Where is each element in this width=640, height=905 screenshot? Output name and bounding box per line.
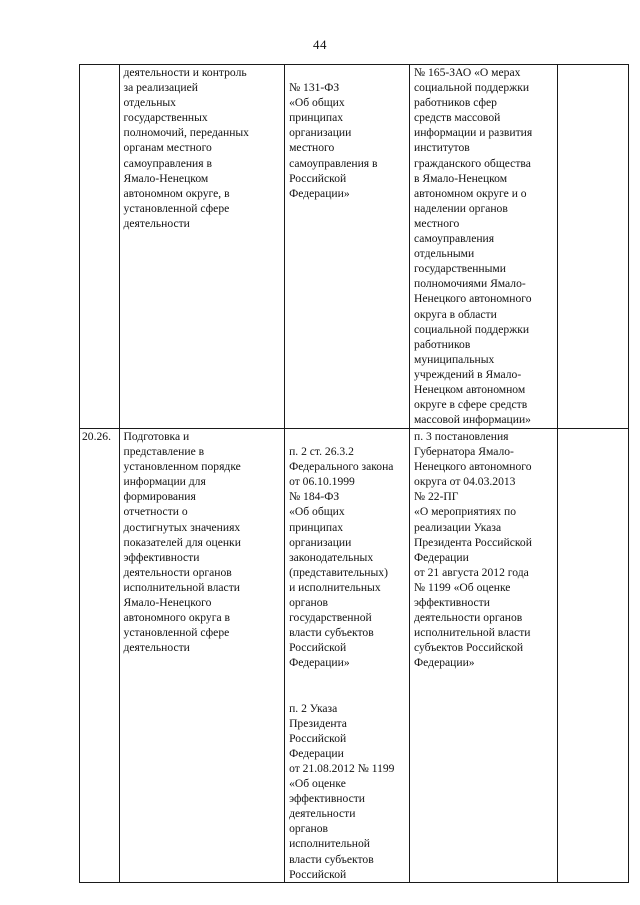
federal-basis-text: п. 2 ст. 26.3.2 Федерального закона от 06.10.1999 № 184-ФЗ «Об общих принципах организации законодательных (представительных) и исполнительных органов государственной власти субъектов Российской Федерации»: [289, 445, 394, 670]
page-number: 44: [313, 37, 327, 52]
row-number-cell: 20.26.: [80, 429, 120, 883]
extra-cell: [558, 429, 629, 883]
table-row: [80, 429, 629, 883]
table-row: [80, 65, 629, 429]
federal-basis-cell: [285, 429, 410, 883]
paragraph-gap: [289, 671, 406, 686]
federal-basis-text: № 131-ФЗ «Об общих принципах организации местного самоуправления в Российской Федерации»: [289, 81, 378, 200]
regional-basis-cell: п. 3 постановления Губернатора Ямало- Ненецкого автономного округа от 04.03.2013 № 22-ПГ «О мероприятиях по реализации Указа Президента Российской Федерации от 21 августа 2012 года № 1199 «Об оценке эффективности деятельности органов исполнительной власти субъектов Российской Федерации»: [410, 429, 558, 883]
activity-cell: Подготовка и представление в установленном порядке информации для формирования отчетности о достигнутых значениях показателей для оценки эффективности деятельности органов исполнительной власти Ямало-Ненецкого автономного округа в установленной сфере деятельности: [119, 429, 285, 883]
federal-basis-extra-text: п. 2 Указа Президента Российской Федерации от 21.08.2012 № 1199 «Об оценке эффективности деятельности органов исполнительной власти субъектов Российской: [289, 701, 395, 881]
extra-cell: [558, 65, 629, 429]
federal-basis-cell: [285, 65, 410, 429]
row-number-cell: [80, 65, 120, 429]
legal-table: [79, 64, 629, 883]
regional-basis-cell: № 165-ЗАО «О мерах социальной поддержки работников сфер средств массовой информации и развития институтов гражданского общества в Ямало-Ненецком автономном округе и о наделении органов местного самоуправления отдельными государственными полномочиями Ямало- Ненецкого автономного округа в области социальной поддержки работников муниципальных учреждений в Ямало- Ненецком автономном округе в сфере средств массовой информации»: [410, 65, 558, 429]
activity-cell: деятельности и контроль за реализацией отдельных государственных полномочий, переданных органам местного самоуправления в Ямало-Ненецком автономном округе, в установленной сфере деятельности: [119, 65, 285, 429]
